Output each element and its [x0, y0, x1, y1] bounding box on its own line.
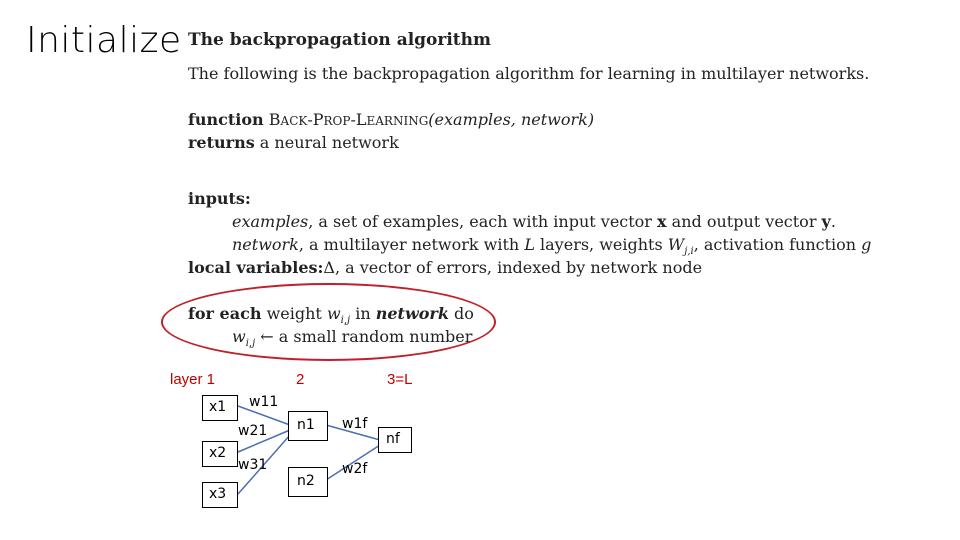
input-node-x3: x3 — [202, 482, 238, 508]
weight-label-w2f: w2f — [342, 461, 368, 477]
assignment-line: $w_{i,j}$ ← a small random number — [232, 327, 473, 350]
output-node-nf: nf — [378, 427, 412, 453]
returns-keyword: returns — [188, 133, 255, 152]
weight-label-w11: w11 — [249, 394, 279, 410]
slide-title: Initialize — [26, 20, 182, 61]
layer-label-1: layer 1 — [170, 371, 216, 388]
returns-text: a neural network — [259, 133, 399, 152]
weight-label-w31: w31 — [238, 457, 268, 473]
layer-label-3: 3=L — [387, 371, 413, 388]
weight-label-w1f: w1f — [342, 416, 368, 432]
hidden-node-n1: n1 — [288, 411, 328, 441]
for-each-line: for each weight $w_{i,j}$ in network do — [188, 304, 474, 327]
function-args: (examples, network) — [428, 110, 595, 129]
input-node-x2: x2 — [202, 441, 238, 467]
network-line: network, a multilayer network with L layers, weights $W_{j,i}$, activation function g — [232, 235, 872, 258]
algorithm-intro: The following is the backpropagation algorithm for learning in multilayer networks. — [188, 64, 870, 83]
hidden-node-n2: n2 — [288, 467, 328, 497]
function-keyword: function — [188, 110, 264, 129]
examples-line: examples, a set of examples, each with input vector x and output vector y. — [232, 212, 836, 231]
function-name: BACK-PROP-LEARNING — [268, 110, 429, 129]
algorithm-heading: The backpropagation algorithm — [188, 30, 492, 50]
layer-label-2: 2 — [296, 371, 305, 388]
inputs-keyword: inputs: — [188, 189, 251, 208]
input-node-x1: x1 — [202, 395, 238, 421]
local-variables-line: local variables:Δ, a vector of errors, indexed by network node — [188, 258, 703, 277]
weight-label-w21: w21 — [238, 423, 268, 439]
